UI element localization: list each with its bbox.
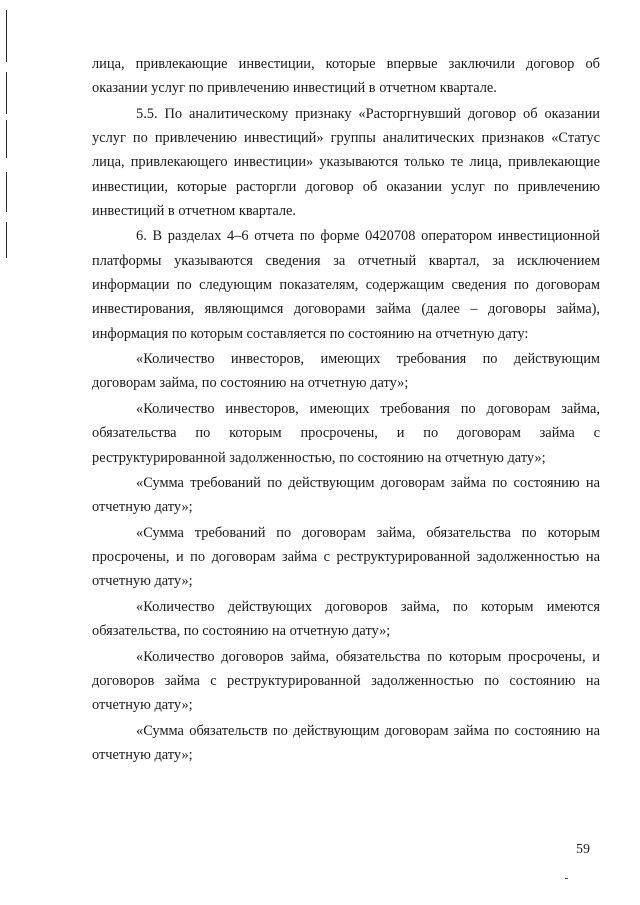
paragraph: «Количество инвесторов, имеющих требования по действующим договорам займа, по состоянию на отчетную дату»; — [92, 351, 600, 392]
margin-mark — [6, 72, 7, 114]
paragraph: «Сумма обязательств по действующим договорам займа по состоянию на отчетную дату»; — [92, 722, 600, 763]
margin-mark — [6, 120, 7, 158]
paragraph: «Сумма требований по действующим договорам займа по состоянию на отчетную дату»; — [92, 474, 600, 516]
paragraph: 5.5. По аналитическому признаку «Расторгнувший договор об оказании услуг по привлечению инвестиций» группы аналитических признаков «Статус лица, привлекающего инвестиции» указываются только те лица, привлекающие инвестиции, которые расторгли договор об оказании услуг по привлечению инвестиций в отчетном квартале. — [92, 105, 600, 219]
paragraph: «Количество инвесторов, имеющих требования по договорам займа, обязательства по которым просрочены, и по договорам займа с реструктурированной задолженностью, по состоянию на отчетную дату»; — [92, 400, 600, 466]
paragraph: «Количество договоров займа, обязательства по которым просрочены, и договоров займа с реструктурированной задолженностью по состоянию на отчетную дату»; — [92, 648, 600, 714]
scan-mark — [565, 878, 568, 879]
page-number: 59 — [576, 842, 590, 857]
paragraph: «Количество действующих договоров займа, по которым имеются обязательства, по состоянию на отчетную дату»; — [92, 598, 600, 640]
paragraph: 6. В разделах 4–6 отчета по форме 0420708 оператором инвестиционной платформы указываются сведения за отчетный квартал, за исключением информации по следующим показателям, содержащим сведения по договорам инвестирования, являющимся договорами займа (далее – договоры займа), информация по которым составляется по состоянию на отчетную дату: — [92, 228, 600, 342]
margin-mark — [6, 172, 7, 212]
paragraph: лица, привлекающие инвестиции, которые впервые заключили договор об оказании услуг по привлечению инвестиций в отчетном квартале. — [92, 56, 600, 97]
margin-mark — [6, 222, 7, 258]
margin-mark — [6, 10, 7, 62]
paragraph: «Сумма требований по договорам займа, обязательства по которым просрочены, и по договорам займа с реструктурированной задолженностью на отчетную дату»; — [92, 524, 600, 590]
body-text — [92, 52, 600, 768]
